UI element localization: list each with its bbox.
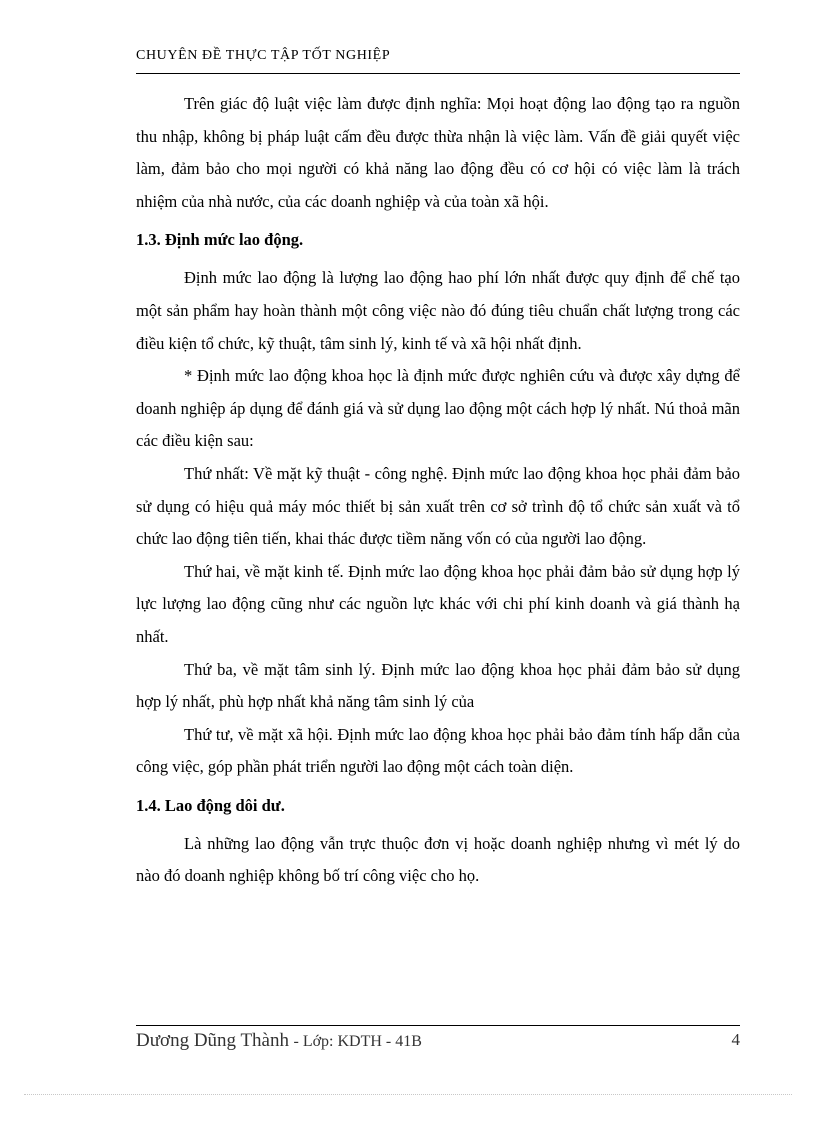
- paragraph-scientific-labor-norm: * Định mức lao động khoa học là định mức được nghiên cứu và được xây dựng để doanh nghiệp áp dụng để đánh giá và sử dụng lao động một cách hợp lý nhất. Nú thoả mãn các điều kiện sau:: [136, 366, 740, 451]
- paragraph-technical-condition: Thứ nhất: Về mặt kỹ thuật - công nghệ. Định mức lao động khoa học phải đảm bảo sử dụng có hiệu quả máy móc thiết bị sản xuất trên cơ sở trình độ tổ chức sản xuất và tổ chức lao động tiên tiến, khai thác được tiềm năng vốn có của người lao động.: [136, 463, 740, 549]
- header-title: CHUYÊN ĐỀ THỰC TẬP TỐT NGHIỆP: [136, 48, 391, 63]
- paragraph-surplus-labor: Là những lao động vẫn trực thuộc đơn vị hoặc doanh nghiệp nhưng vì mét lý do nào đó doanh nghiệp không bố trí công việc cho họ.: [136, 833, 740, 886]
- paragraph-economic-condition: Thứ hai, về mặt kinh tế. Định mức lao động khoa học phải đảm bảo sử dụng hợp lý lực lượng lao động cũng như các nguồn lực khác với chi phí kinh doanh và giá thành hạ nhất.: [136, 561, 740, 646]
- footer-divider: [136, 1025, 740, 1026]
- paragraph-employment-definition: Trên giác độ luật việc làm được định nghĩa: Mọi hoạt động lao động tạo ra nguồn thu nhập, không bị pháp luật cấm đều được thừa nhận là việc làm. Vấn đề giải quyết việc làm, đảm bảo cho mọi người có khả năng lao động đều có cơ hội có việc làm là trách nhiệm của nhà nước, của các doanh nghiệp và của toàn xã hội.: [136, 94, 740, 211]
- section-heading-1-4: 1.4. Lao động dôi dư.: [136, 795, 285, 815]
- page-header: [136, 48, 740, 64]
- footer-class-info: - Lớp: KDTH - 41B: [293, 1033, 422, 1050]
- paragraph-psychophysiological-condition: Thứ ba, về mặt tâm sinh lý. Định mức lao động khoa học phải đảm bảo sử dụng hợp lý nhất, phù hợp nhất khả năng tâm sinh lý của: [136, 659, 740, 712]
- header-divider: [136, 73, 740, 74]
- footer-author: Dương Dũng Thành: [136, 1030, 289, 1051]
- section-heading-1-3: 1.3. Định mức lao động.: [136, 230, 304, 250]
- page-number: 4: [731, 1030, 740, 1049]
- page-footer: [136, 1030, 740, 1052]
- document-body: [136, 88, 740, 893]
- page-bottom-edge: [24, 1094, 792, 1095]
- paragraph-social-condition: Thứ tư, về mặt xã hội. Định mức lao động khoa học phải bảo đảm tính hấp dẫn của công việc, góp phần phát triển người lao động một cách toàn diện.: [136, 724, 740, 777]
- paragraph-labor-norm-definition: Định mức lao động là lượng lao động hao phí lớn nhất được quy định để chế tạo một sản phẩm hay hoàn thành một công việc nào đó đúng tiêu chuẩn chất lượng trong các điều kiện tổ chức, kỹ thuật, tâm sinh lý, kinh tế và xã hội nhất định.: [136, 268, 740, 353]
